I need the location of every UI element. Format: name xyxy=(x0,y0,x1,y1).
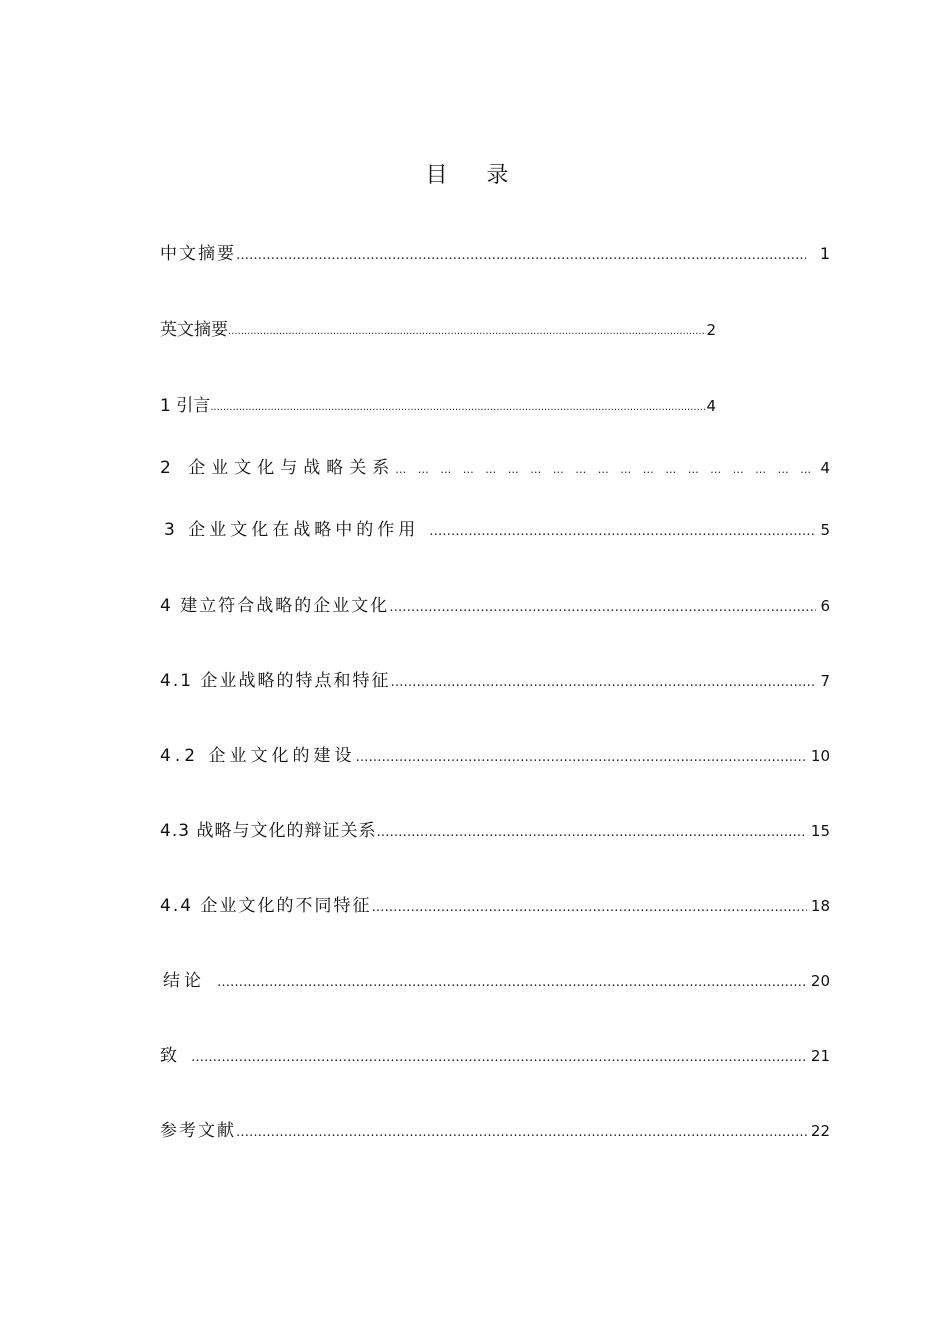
toc-leader-dots xyxy=(376,825,806,841)
toc-entry-page: 5 xyxy=(820,521,830,539)
toc-leader-dots xyxy=(389,600,816,616)
toc-leader-dots xyxy=(217,975,807,991)
toc-entry-label: 中文摘要 xyxy=(160,244,236,264)
toc-entry-section-4[interactable] xyxy=(160,592,830,616)
toc-entry-label: 3 企业文化在战略中的作用 xyxy=(164,520,420,540)
toc-entry-page: 4 xyxy=(820,459,830,477)
toc-entry-label: 英文摘要 xyxy=(160,320,228,340)
toc-entry-page: 6 xyxy=(820,597,830,615)
toc-entry-page: 15 xyxy=(810,822,830,840)
toc-entry-page: 4 xyxy=(706,397,716,415)
toc-leader-dots xyxy=(210,399,706,416)
toc-entry-section-2[interactable] xyxy=(160,454,830,478)
toc-leader-dots xyxy=(228,323,706,340)
toc-leader-dots xyxy=(390,675,816,691)
toc-entry-label: 4.4 企业文化的不同特征 xyxy=(160,896,372,916)
toc-entry-label: 4.3 战略与文化的辩证关系 xyxy=(160,821,377,841)
toc-entry-introduction[interactable] xyxy=(160,392,716,416)
toc-entry-section-4-2[interactable] xyxy=(160,742,830,766)
toc-entry-conclusion[interactable] xyxy=(163,967,830,991)
toc-entry-references[interactable] xyxy=(160,1117,830,1141)
toc-entry-page: 21 xyxy=(810,1047,830,1065)
toc-entry-label: 参考文献 xyxy=(160,1121,236,1141)
toc-leader-dots xyxy=(355,750,806,766)
toc-leader-dots xyxy=(429,524,816,540)
page-title: 目 录 xyxy=(425,163,525,188)
toc-entry-english-abstract[interactable] xyxy=(160,316,716,340)
toc-leader-dots xyxy=(236,1125,807,1141)
toc-entry-label: 2 企业文化与战略关系 xyxy=(160,458,396,478)
toc-entry-label: 结论 xyxy=(163,971,205,991)
toc-entry-section-3[interactable] xyxy=(164,516,830,540)
toc-entry-page: 7 xyxy=(820,672,830,690)
toc-entry-page: 1 xyxy=(819,244,830,263)
toc-entry-label: 4.1 企业战略的特点和特征 xyxy=(160,671,391,691)
toc-leader-dots xyxy=(236,248,806,264)
toc-entry-section-4-4[interactable] xyxy=(160,892,830,916)
toc-entry-page: 2 xyxy=(706,321,716,339)
toc-entry-acknowledgement[interactable] xyxy=(160,1042,830,1066)
toc-leader-dots xyxy=(371,900,806,916)
toc-leader-dots xyxy=(191,1050,807,1066)
toc-entry-page: 20 xyxy=(810,972,830,990)
toc-leader-dots xyxy=(395,462,816,478)
toc-entry-page: 22 xyxy=(810,1122,830,1140)
toc-entry-section-4-3[interactable] xyxy=(160,817,830,841)
toc-entry-label: 4 建立符合战略的企业文化 xyxy=(160,596,390,616)
toc-entry-label: 4.2 企业文化的建设 xyxy=(160,746,356,766)
toc-entry-chinese-abstract[interactable] xyxy=(160,240,830,264)
toc-entry-label: 致 xyxy=(160,1046,179,1066)
toc-entry-page: 10 xyxy=(810,747,830,765)
toc-entry-page: 18 xyxy=(810,897,830,915)
toc-entry-section-4-1[interactable] xyxy=(160,667,830,691)
toc-entry-label: 1 引言 xyxy=(160,396,211,416)
